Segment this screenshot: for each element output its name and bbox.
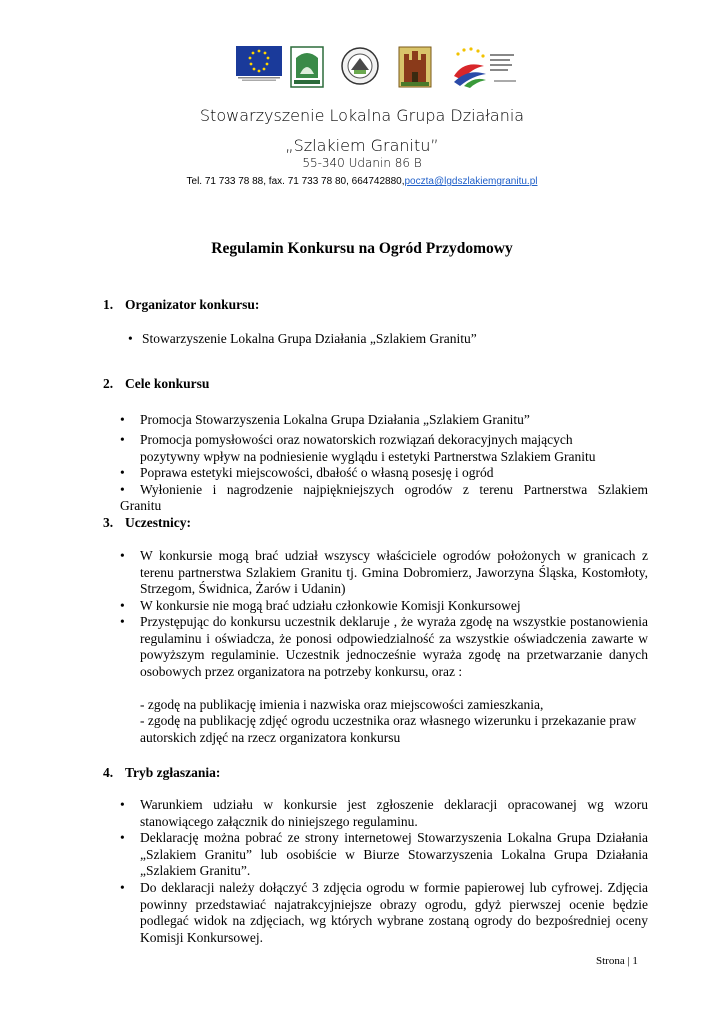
org-name: Stowarzyszenie Lokalna Grupa Działania [199,106,525,125]
contact-line [0,176,724,187]
section-title: Tryb zgłaszania: [125,765,221,780]
regional-seal-icon [340,46,380,86]
leader-logo-icon [290,46,324,88]
consent-line: - zgodę na publikację zdjęć ogrodu uczestnika oraz własnego wizerunku i przekazanie praw autorskich zdjęć na rzecz organizatora konkursu [140,713,637,745]
prow-logo-icon [450,46,520,90]
list-item: • Do deklaracji należy dołączyć 3 zdjęcia ogrodu w formie papierowej lub cyfrowej. Zdjęcia powinny przedstawiać najatrakcyjniejsze obrazy ogrodu, gdyż pierwszej ocenie będzie podlegać widok na zdjęciach, wg których wybrane zostaną ogrody do bezpośredniej oceny Komisji Konkursowej. [120,880,648,945]
section-heading [103,765,220,781]
section-title: Uczestnicy: [125,515,191,530]
section-heading [103,297,259,313]
contact-numbers: Tel. 71 733 78 88, fax. 71 733 78 80, 664742880, [186,176,405,187]
section-number: 1. [103,297,114,312]
section-heading [103,515,191,531]
list-item: • W konkursie mogą brać udział wszyscy właściciele ogrodów położonych w granicach z terenu partnerstwa Szlakiem Granitu tj. Gmina Dobromierz, Jaworzyna Śląska, Kostomłoty, Strzegom, Świdnica, Żarów i Udanin) [120,548,648,596]
list-item: • Stowarzyszenie Lokalna Grupa Działania „Szlakiem Granitu” [128,331,477,346]
section-number: 4. [103,765,114,780]
logo-strip [236,46,520,90]
consent-line: - zgodę na publikację imienia i nazwiska oraz miejscowości zamieszkania, [140,697,544,712]
page-number: Strona | 1 [596,955,638,967]
list-item: • Przystępując do konkursu uczestnik deklaruje , że wyraża zgodę na wszystkie postanowienia regulaminu i oświadcza, że ponosi odpowiedzialność za wszystkie oświadczenia zawarte w powyższym regulaminie. Uczestnik jednocześnie wyraża zgodę na przetwarzanie danych osobowych przez organizatora na potrzeby konkursu, oraz : [120,614,648,679]
document-title: Regulamin Konkursu na Ogród Przydomowy [211,240,513,257]
list-item: • Poprawa estetyki miejscowości, dbałość o własną posesję i ogród [120,465,494,480]
list-item: • Wyłonienie i nagrodzenie najpiękniejszych ogrodów z terenu Partnerstwa Szlakiem [120,482,648,497]
section-title: Organizator konkursu: [125,297,260,312]
section-number: 3. [103,515,114,530]
list-item-continuation: Granitu [120,498,162,513]
email-link[interactable]: poczta@lgdszlakiemgranitu.pl [404,176,538,187]
section-title: Cele konkursu [125,376,210,391]
list-item: • Deklarację można pobrać ze strony internetowej Stowarzyszenia Lokalna Grupa Działania „Szlakiem Granitu” lub osobiście w Biurze Stowarzyszenia Lokalna Grupa Działania „Szlakiem Granitu”. [120,830,648,878]
section-number: 2. [103,376,114,391]
section-heading [103,376,209,392]
list-item: • Promocja pomysłowości oraz nowatorskich rozwiązań dekoracyjnych mających pozytywny wpływ na podniesienie wyglądu i estetyki Partnerstwa Szlakiem Granitu [120,432,596,464]
org-subtitle: „Szlakiem Granitu” [285,136,439,155]
list-item: • Warunkiem udziału w konkursie jest zgłoszenie deklaracji opracowanej wg wzoru stanowiącego załącznik do niniejszego regulaminu. [120,797,648,829]
castle-logo-icon [398,46,432,88]
eu-flag-icon [236,46,282,82]
org-address: 55-340 Udanin 86 B [302,156,422,170]
list-item: • Promocja Stowarzyszenia Lokalna Grupa Działania „Szlakiem Granitu” [120,412,530,427]
list-item: • W konkursie nie mogą brać udziału członkowie Komisji Konkursowej [120,598,521,613]
